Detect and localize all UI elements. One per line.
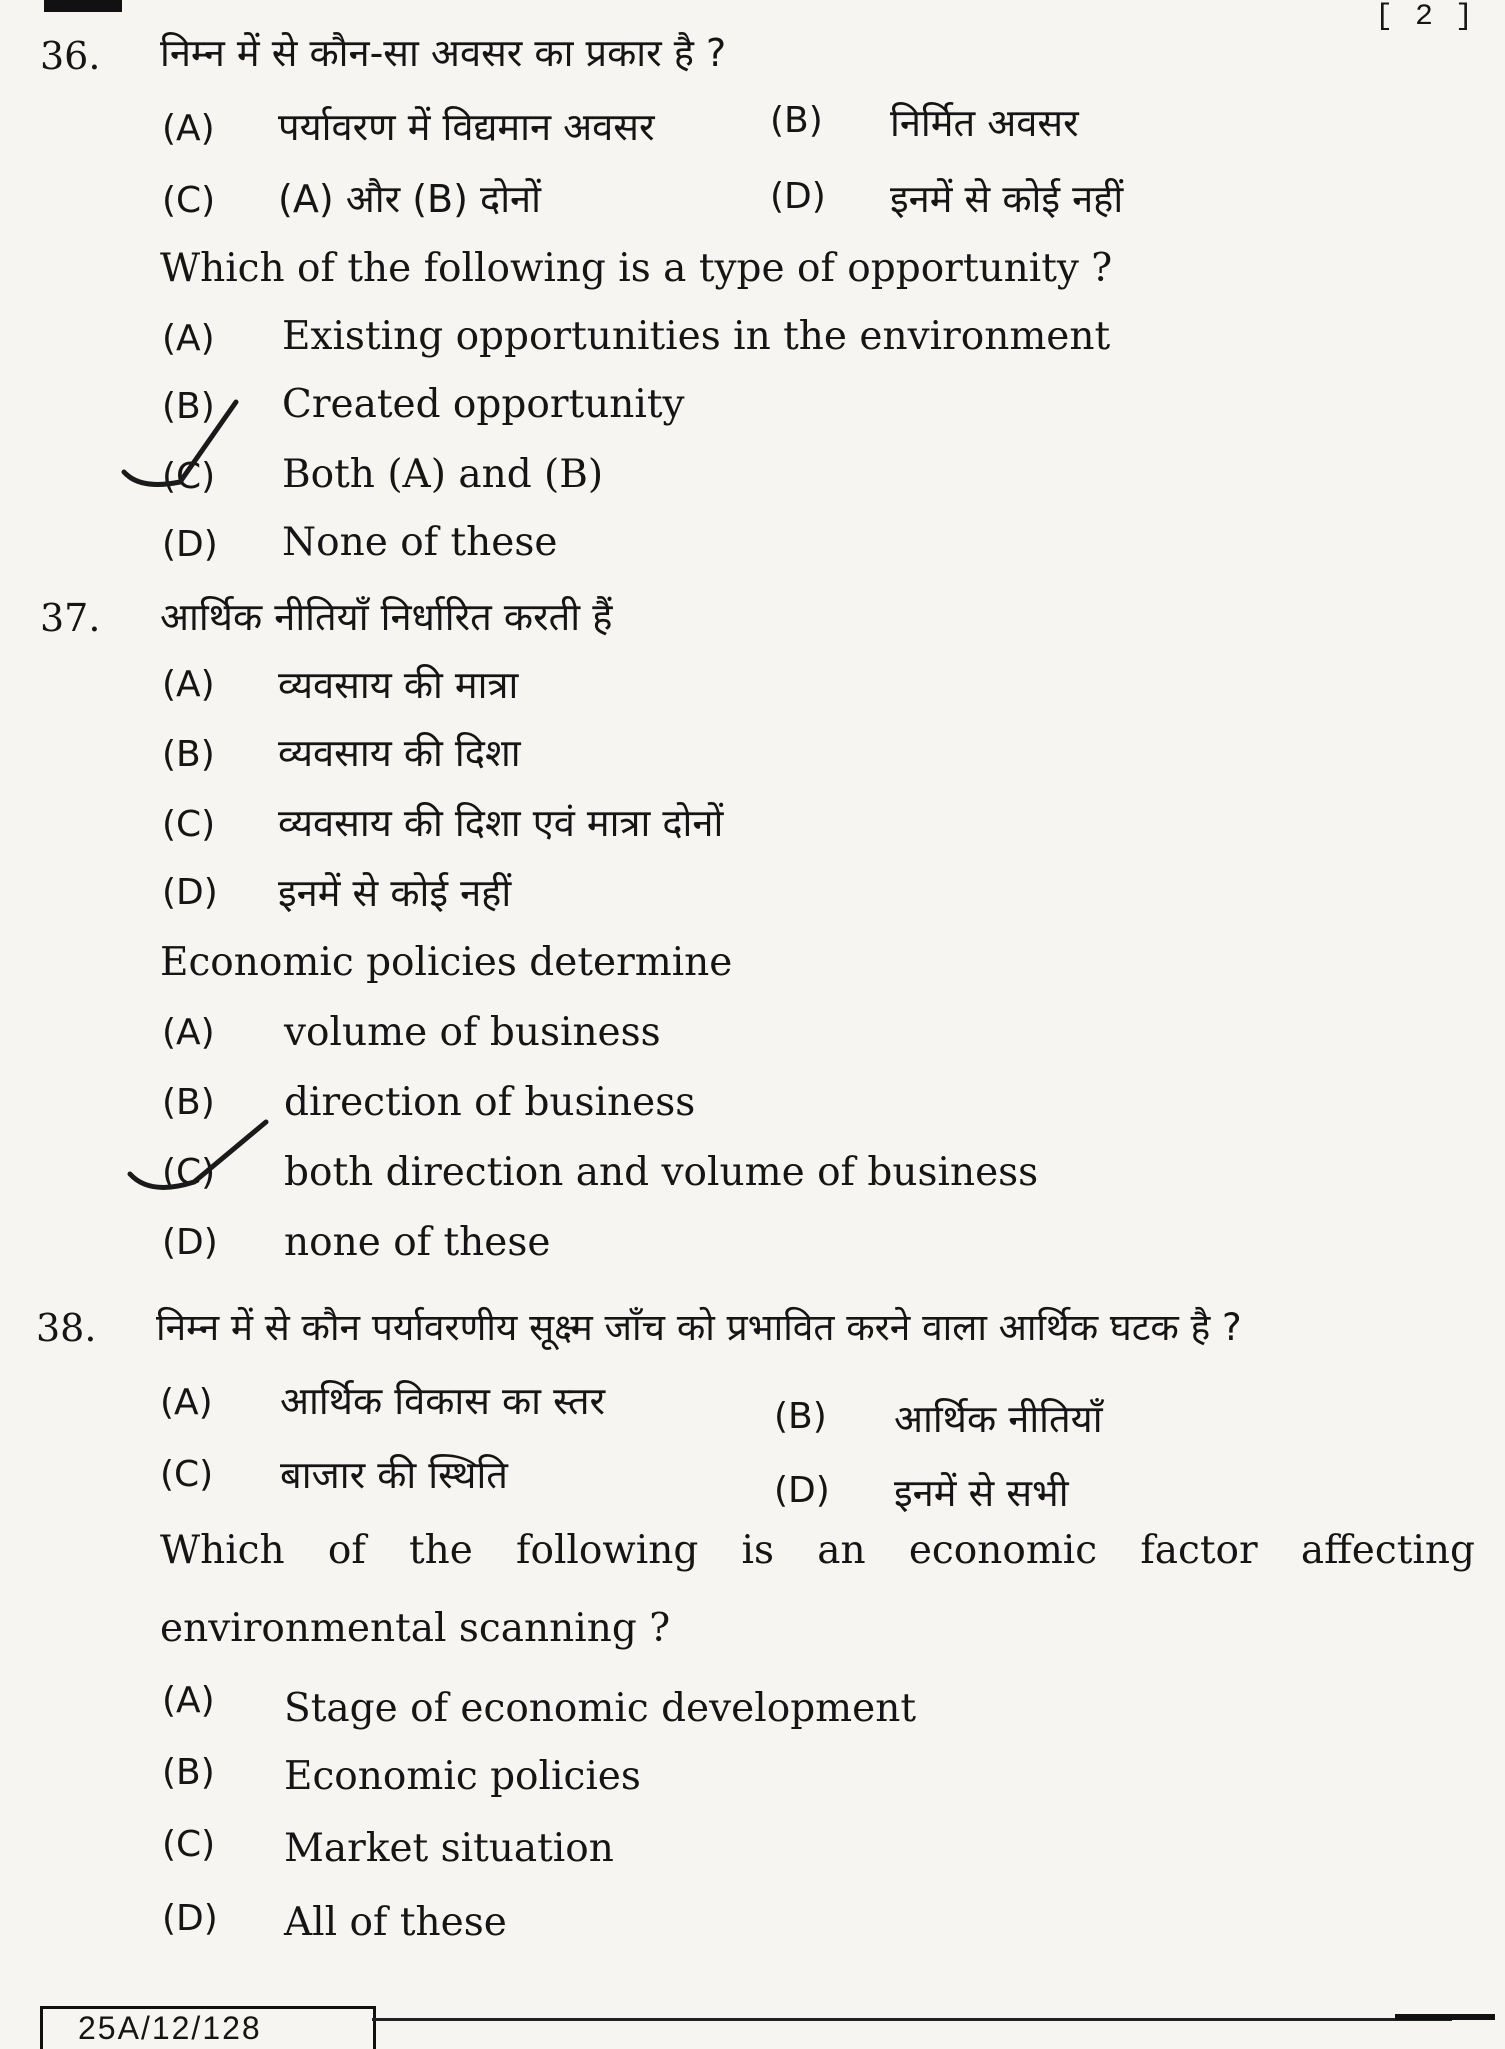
- hindi-option-label: (B): [162, 734, 215, 775]
- hindi-option-label: (D): [774, 1470, 830, 1511]
- hindi-option-label: (A): [162, 108, 215, 149]
- hindi-option-text: व्यवसाय की मात्रा: [278, 663, 519, 707]
- hindi-question: निम्न में से कौन पर्यावरणीय सूक्ष्म जाँच को प्रभावित करने वाला आर्थिक घटक है ?: [156, 1306, 1242, 1349]
- hindi-option-text: व्यवसाय की दिशा: [278, 731, 521, 775]
- hindi-option-label: (D): [770, 176, 826, 217]
- hindi-option-label: (A): [162, 664, 215, 705]
- hindi-option-text: (A) और (B) दोनों: [278, 177, 541, 221]
- hindi-option-text: इनमें से कोई नहीं: [890, 177, 1124, 221]
- english-option-label: (B): [162, 386, 215, 427]
- english-option-label: (A): [162, 318, 215, 359]
- hindi-question: आर्थिक नीतियाँ निर्धारित करती हैं: [160, 595, 613, 639]
- question-word: is: [741, 1528, 775, 1573]
- question-word: an: [817, 1528, 866, 1573]
- corner-mark: [44, 0, 122, 12]
- question-number: 38.: [36, 1306, 97, 1350]
- question-word: the: [408, 1528, 473, 1573]
- english-option-text: Market situation: [284, 1826, 614, 1871]
- hindi-option-text: निर्मित अवसर: [890, 101, 1079, 145]
- checkmark-icon: [124, 1116, 284, 1206]
- hindi-option-text: बाजार की स्थिति: [280, 1453, 508, 1497]
- footer-rule: [372, 2018, 1452, 2021]
- hindi-option-label: (C): [160, 1454, 214, 1495]
- hindi-option-label: (D): [162, 872, 218, 913]
- english-option-text: Created opportunity: [282, 382, 685, 427]
- page-number: [ 2 ]: [1375, 0, 1476, 34]
- english-option-text: Existing opportunities in the environment: [282, 314, 1111, 359]
- english-option-text: Both (A) and (B): [282, 452, 604, 497]
- hindi-option-text: इनमें से कोई नहीं: [278, 871, 512, 915]
- hindi-option-label: (B): [774, 1396, 827, 1437]
- english-option-text: volume of business: [284, 1010, 661, 1055]
- hindi-option-label: (C): [162, 180, 216, 221]
- english-option-label: (B): [162, 1752, 215, 1793]
- question-word: factor: [1140, 1528, 1258, 1573]
- english-option-label: (D): [162, 524, 218, 565]
- english-option-label: (C): [162, 1824, 216, 1865]
- english-question: Economic policies determine: [160, 940, 733, 985]
- checkmark-icon: [118, 398, 258, 508]
- english-question: Which of the following is a type of opportunity ?: [160, 246, 1113, 291]
- english-option-text: None of these: [282, 520, 558, 565]
- hindi-option-text: आर्थिक नीतियाँ: [894, 1397, 1103, 1441]
- question-word: following: [516, 1528, 699, 1573]
- question-word: Which: [160, 1528, 285, 1573]
- english-option-label: (C): [162, 456, 216, 497]
- question-word: economic: [908, 1528, 1098, 1573]
- english-option-label: (D): [162, 1222, 218, 1263]
- question-word: affecting: [1300, 1528, 1475, 1573]
- english-option-text: both direction and volume of business: [284, 1150, 1039, 1195]
- english-option-text: none of these: [284, 1220, 551, 1265]
- english-option-label: (A): [162, 1680, 215, 1721]
- hindi-option-text: आर्थिक विकास का स्तर: [280, 1379, 606, 1423]
- question-number: 37.: [40, 596, 101, 640]
- english-option-label: (C): [162, 1152, 216, 1193]
- english-option-text: direction of business: [284, 1080, 696, 1125]
- hindi-option-text: इनमें से सभी: [894, 1471, 1069, 1515]
- footer-dash: [1395, 2014, 1495, 2020]
- english-question-line-2: environmental scanning ?: [160, 1606, 671, 1651]
- english-option-label: (D): [162, 1898, 218, 1939]
- question-word: of: [327, 1528, 366, 1573]
- hindi-option-label: (C): [162, 804, 216, 845]
- hindi-option-text: पर्यावरण में विद्यमान अवसर: [278, 105, 655, 149]
- hindi-option-label: (B): [770, 100, 823, 141]
- english-option-text: All of these: [284, 1900, 507, 1945]
- english-option-text: Stage of economic development: [284, 1686, 917, 1731]
- english-option-label: (A): [162, 1012, 215, 1053]
- english-option-label: (B): [162, 1082, 215, 1123]
- hindi-option-label: (A): [160, 1382, 213, 1423]
- english-question-line-1: [160, 1528, 1475, 1573]
- english-option-text: Economic policies: [284, 1754, 641, 1799]
- booklet-code: 25A/12/128: [78, 2010, 262, 2046]
- hindi-option-text: व्यवसाय की दिशा एवं मात्रा दोनों: [278, 801, 724, 845]
- question-number: 36.: [40, 34, 101, 78]
- hindi-question: निम्न में से कौन-सा अवसर का प्रकार है ?: [160, 31, 727, 75]
